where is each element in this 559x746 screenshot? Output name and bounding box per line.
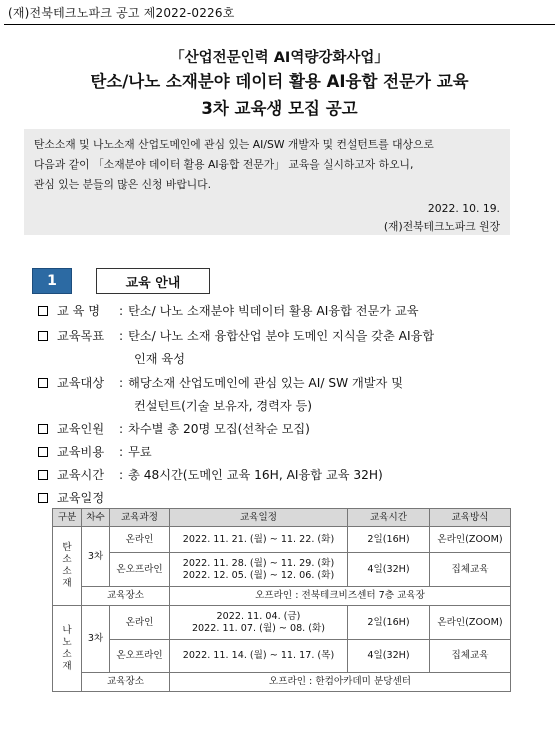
table-header: 교육일정 bbox=[170, 509, 348, 527]
method-cell: 집체교육 bbox=[430, 553, 511, 587]
checkbox-icon bbox=[38, 306, 48, 316]
table-header: 교육과정 bbox=[110, 509, 170, 527]
table-header: 차수 bbox=[82, 509, 110, 527]
table-header: 구분 bbox=[53, 509, 82, 527]
checkbox-icon bbox=[38, 447, 48, 457]
course-cell: 온오프라인 bbox=[110, 640, 170, 673]
hours-cell: 4일(32H) bbox=[348, 553, 430, 587]
intro-line: 다음과 같이 「소재분야 데이터 활용 AI융합 전문가」 교육을 실시하고자 하오니, bbox=[34, 158, 414, 171]
dates-cell: 2022. 11. 21. (월) ~ 11. 22. (화) bbox=[170, 527, 348, 553]
checkbox-icon bbox=[38, 331, 48, 341]
venue-label: 교육장소 bbox=[82, 587, 170, 606]
title-recruit: 3차 교육생 모집 공고 bbox=[201, 99, 358, 118]
table-header: 교육방식 bbox=[430, 509, 511, 527]
header-divider bbox=[4, 24, 555, 25]
hours-cell: 4일(32H) bbox=[348, 640, 430, 673]
venue-cell: 오프라인 : 전북테크비즈센터 7층 교육장 bbox=[170, 587, 511, 606]
category-carbon: 탄 소 소 재 bbox=[53, 527, 82, 606]
info-item-goal: 교육목표 : 탄소/ 나노 소재 융합산업 분야 도메인 지식을 갖춘 AI융합 bbox=[38, 327, 434, 344]
course-cell: 온라인 bbox=[110, 606, 170, 640]
method-cell: 온라인(ZOOM) bbox=[430, 606, 511, 640]
dates-cell: 2022. 11. 28. (월) ~ 11. 29. (화) 2022. 12. 05. (월) ~ 12. 06. (화) bbox=[170, 553, 348, 587]
checkbox-icon bbox=[38, 378, 48, 388]
dates-cell: 2022. 11. 04. (금) 2022. 11. 07. (월) ~ 08. (화) bbox=[170, 606, 348, 640]
title-course: 탄소/나노 소재분야 데이터 활용 AI융합 전문가 교육 bbox=[90, 72, 469, 91]
course-cell: 온오프라인 bbox=[110, 553, 170, 587]
info-item-capacity: 교육인원 : 차수별 총 20명 모집(선착순 모집) bbox=[38, 420, 310, 437]
info-item-name: 교 육 명 : 탄소/ 나노 소재분야 빅데이터 활용 AI융합 전문가 교육 bbox=[38, 302, 419, 319]
hours-cell: 2일(16H) bbox=[348, 606, 430, 640]
info-item-target: 교육대상 : 해당소재 산업도메인에 관심 있는 AI/ SW 개발자 및 bbox=[38, 374, 403, 391]
table-header: 교육시간 bbox=[348, 509, 430, 527]
notice-number: (재)전북테크노파크 공고 제2022-0226호 bbox=[8, 6, 235, 20]
intro-line: 탄소소재 및 나노소재 산업도메인에 관심 있는 AI/SW 개발자 및 컨설턴트를 대상으로 bbox=[34, 138, 434, 151]
table-row bbox=[53, 640, 511, 673]
venue-cell: 오프라인 : 한컴아카데미 분당센터 bbox=[170, 673, 511, 692]
issuer: (재)전북테크노파크 원장 bbox=[383, 220, 500, 233]
course-cell: 온라인 bbox=[110, 527, 170, 553]
table-row bbox=[53, 527, 511, 553]
schedule-table bbox=[52, 508, 511, 692]
checkbox-icon bbox=[38, 470, 48, 480]
checkbox-icon bbox=[38, 493, 48, 503]
table-header-row bbox=[53, 509, 511, 527]
table-row bbox=[53, 553, 511, 587]
info-item-hours: 교육시간 : 총 48시간(도메인 교육 16H, AI융합 교육 32H) bbox=[38, 466, 383, 483]
section-header bbox=[32, 268, 210, 294]
info-item-cost: 교육비용 : 무료 bbox=[38, 443, 152, 460]
table-row bbox=[53, 673, 511, 692]
dates-cell: 2022. 11. 14. (월) ~ 11. 17. (목) bbox=[170, 640, 348, 673]
round-cell: 3차 bbox=[82, 527, 110, 587]
intro-line: 관심 있는 분들의 많은 신청 바랍니다. bbox=[34, 178, 212, 191]
table-row bbox=[53, 606, 511, 640]
notice-date: 2022. 10. 19. bbox=[427, 202, 500, 215]
info-item-target-cont: 컨설턴트(기술 보유자, 경력자 등) bbox=[134, 399, 313, 413]
round-cell: 3차 bbox=[82, 606, 110, 673]
section-number: 1 bbox=[32, 268, 72, 294]
method-cell: 온라인(ZOOM) bbox=[430, 527, 511, 553]
hours-cell: 2일(16H) bbox=[348, 527, 430, 553]
intro-box bbox=[24, 129, 510, 235]
title-program: 「산업전문인력 AI역량강화사업」 bbox=[170, 50, 389, 66]
venue-label: 교육장소 bbox=[82, 673, 170, 692]
table-row bbox=[53, 587, 511, 606]
info-item-goal-cont: 인재 육성 bbox=[134, 352, 185, 366]
category-nano: 나 노 소 재 bbox=[53, 606, 82, 692]
section-title: 교육 안내 bbox=[96, 268, 210, 294]
info-item-schedule: 교육일정 bbox=[38, 489, 119, 506]
checkbox-icon bbox=[38, 424, 48, 434]
method-cell: 집체교육 bbox=[430, 640, 511, 673]
